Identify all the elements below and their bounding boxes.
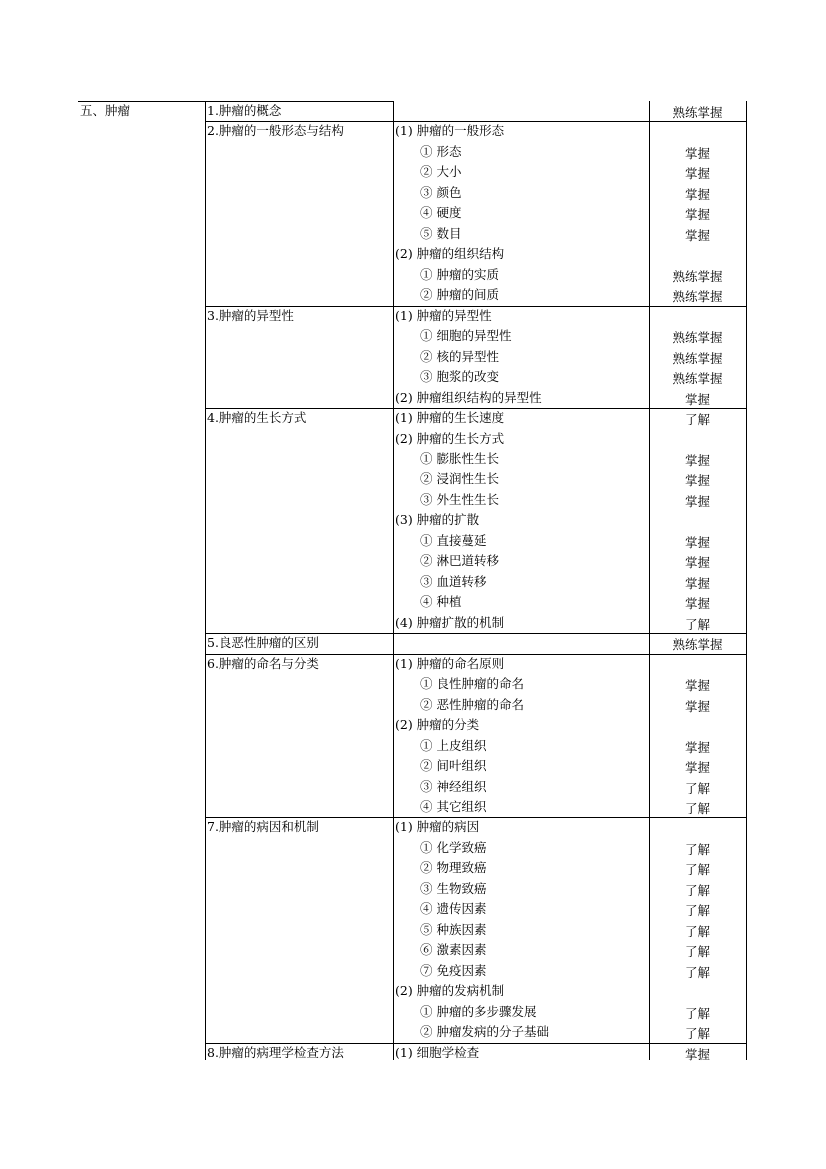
- mastery-level: 了解: [684, 616, 710, 632]
- mastery-level: 了解: [684, 800, 710, 816]
- mastery-level: 掌握: [684, 555, 710, 571]
- detail-item: ② 核的异型性: [420, 348, 499, 364]
- mastery-level: 掌握: [684, 452, 710, 468]
- mastery-level: 熟练掌握: [672, 637, 723, 653]
- detail-item: ② 间叶组织: [420, 758, 487, 774]
- subtopic-heading: (2) 肿瘤的生长方式: [395, 430, 505, 446]
- column-divider: [205, 101, 206, 1060]
- detail-item: ⑤ 数目: [420, 225, 462, 241]
- detail-item: ① 良性肿瘤的命名: [420, 676, 524, 692]
- mastery-level: 掌握: [684, 575, 710, 591]
- column-divider: [746, 101, 747, 1060]
- detail-item: ② 淋巴道转移: [420, 553, 499, 569]
- detail-item: ③ 外生性生长: [420, 491, 499, 507]
- detail-item: ② 恶性肿瘤的命名: [420, 696, 524, 712]
- mastery-level: 了解: [684, 944, 710, 960]
- topic-separator: [205, 121, 746, 122]
- detail-item: ② 肿瘤发病的分子基础: [420, 1024, 549, 1040]
- mastery-level: 熟练掌握: [672, 105, 723, 120]
- detail-item: ③ 胞浆的改变: [420, 369, 499, 385]
- mastery-level: 掌握: [684, 186, 710, 202]
- subtopic-heading: (2) 肿瘤的发病机制: [395, 983, 505, 999]
- detail-item: ⑤ 种族因素: [420, 921, 487, 937]
- subtopic-heading: (1) 细胞学检查: [395, 1044, 480, 1060]
- mastery-level: 熟练掌握: [672, 350, 723, 366]
- detail-item: ① 化学致癌: [420, 839, 487, 855]
- detail-item: ② 物理致癌: [420, 860, 487, 876]
- column-divider: [393, 101, 394, 1060]
- detail-item: ① 肿瘤的实质: [420, 266, 499, 282]
- mastery-level: 掌握: [684, 760, 710, 776]
- subtopic-heading: (1) 肿瘤的异型性: [395, 307, 492, 323]
- mastery-level: 了解: [684, 412, 710, 428]
- subtopic-heading: (1) 肿瘤的病因: [395, 819, 480, 835]
- table-top-border: [205, 101, 393, 102]
- mastery-level: 了解: [684, 923, 710, 939]
- topic-separator: [205, 1043, 746, 1044]
- detail-item: ① 肿瘤的多步骤发展: [420, 1003, 537, 1019]
- mastery-level: 掌握: [684, 493, 710, 509]
- mastery-level: 掌握: [684, 698, 710, 714]
- detail-item: ① 膨胀性生长: [420, 450, 499, 466]
- topic-separator: [205, 306, 746, 307]
- mastery-level: 掌握: [684, 473, 710, 489]
- section-title: 五、肿瘤: [80, 103, 131, 118]
- detail-item: ① 形态: [420, 143, 462, 159]
- topic-title: 4.肿瘤的生长方式: [207, 410, 307, 426]
- detail-item: ④ 遗传因素: [420, 901, 487, 917]
- detail-item: ④ 硬度: [420, 205, 462, 221]
- mastery-level: 掌握: [684, 207, 710, 223]
- mastery-level: 了解: [684, 964, 710, 980]
- subtopic-heading: (4) 肿瘤扩散的机制: [395, 614, 505, 630]
- topic-title: 2.肿瘤的一般形态与结构: [207, 123, 344, 139]
- mastery-level: 掌握: [684, 534, 710, 550]
- mastery-level: 了解: [684, 882, 710, 898]
- detail-item: ⑥ 激素因素: [420, 942, 487, 958]
- subtopic-heading: (1) 肿瘤的一般形态: [395, 123, 505, 139]
- subtopic-heading: (1) 肿瘤的生长速度: [395, 410, 505, 426]
- topic-title: 7.肿瘤的病因和机制: [207, 819, 319, 835]
- mastery-level: 熟练掌握: [672, 371, 723, 387]
- topic-separator: [205, 408, 746, 409]
- subtopic-heading: (2) 肿瘤组织结构的异型性: [395, 389, 542, 405]
- detail-item: ① 细胞的异型性: [420, 328, 512, 344]
- mastery-level: 了解: [684, 1026, 710, 1042]
- mastery-level: 掌握: [684, 1046, 710, 1062]
- mastery-level: 掌握: [684, 166, 710, 182]
- topic-separator: [205, 817, 746, 818]
- mastery-level: 掌握: [684, 145, 710, 161]
- mastery-level: 掌握: [684, 678, 710, 694]
- topic-separator: [205, 633, 746, 634]
- mastery-level: 掌握: [684, 227, 710, 243]
- detail-item: ③ 颜色: [420, 184, 462, 200]
- mastery-level: 熟练掌握: [672, 289, 723, 305]
- topic-title: 5.良恶性肿瘤的区别: [207, 635, 319, 651]
- detail-item: ② 大小: [420, 164, 462, 180]
- detail-item: ③ 血道转移: [420, 573, 487, 589]
- topic-title: 6.肿瘤的命名与分类: [207, 655, 319, 671]
- mastery-level: 了解: [684, 780, 710, 796]
- detail-item: ⑦ 免疫因素: [420, 962, 487, 978]
- detail-item: ③ 生物致癌: [420, 880, 487, 896]
- subtopic-heading: (1) 肿瘤的命名原则: [395, 655, 505, 671]
- detail-item: ② 浸润性生长: [420, 471, 499, 487]
- detail-item: ④ 其它组织: [420, 798, 487, 814]
- subtopic-heading: (2) 肿瘤的分类: [395, 717, 480, 733]
- mastery-level: 熟练掌握: [672, 268, 723, 284]
- mastery-level: 了解: [684, 862, 710, 878]
- mastery-level: 了解: [684, 841, 710, 857]
- topic-title: 3.肿瘤的异型性: [207, 307, 294, 323]
- subtopic-heading: (3) 肿瘤的扩散: [395, 512, 480, 528]
- mastery-level: 掌握: [684, 739, 710, 755]
- detail-item: ① 直接蔓延: [420, 532, 487, 548]
- detail-item: ④ 种植: [420, 594, 462, 610]
- mastery-level: 了解: [684, 903, 710, 919]
- detail-item: ① 上皮组织: [420, 737, 487, 753]
- mastery-level: 了解: [684, 1005, 710, 1021]
- detail-item: ③ 神经组织: [420, 778, 487, 794]
- subtopic-heading: (2) 肿瘤的组织结构: [395, 246, 505, 262]
- detail-item: ② 肿瘤的间质: [420, 287, 499, 303]
- topic-title: 1.肿瘤的概念: [207, 103, 282, 118]
- column-divider: [649, 101, 650, 1060]
- topic-title: 8.肿瘤的病理学检查方法: [207, 1044, 344, 1060]
- mastery-level: 熟练掌握: [672, 330, 723, 346]
- mastery-level: 掌握: [684, 596, 710, 612]
- mastery-level: 掌握: [684, 391, 710, 407]
- section-left-border: [78, 101, 205, 102]
- topic-separator: [205, 654, 746, 655]
